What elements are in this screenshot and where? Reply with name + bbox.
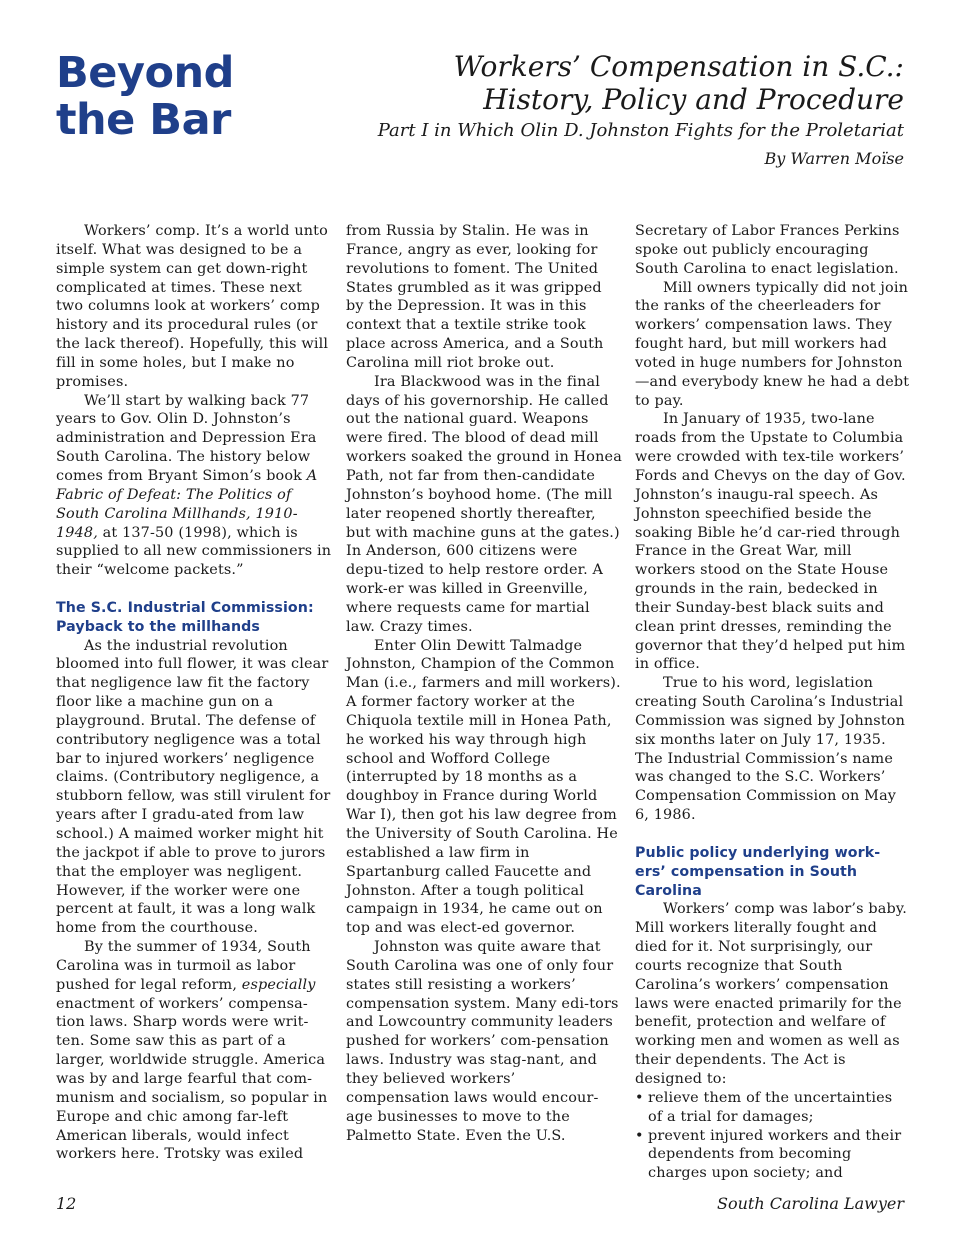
paragraph: Ira Blackwood was in the final days of his governorship. He called out the national guard. Weapons were fired. The blood of dead mill workers soaked the ground in Honea Path, not far from then-candidate Johnston’s boyhood home. (The mill later reopened shortly thereafter, but with machine guns at the gates.) In Anderson, 600 citizens were depu-tized to help restore order. A work-er was killed in Greenville, where requests came for martial law. Crazy times.	[346, 373, 622, 635]
text-run: enactment of workers’ compensa-tion laws. Sharp words were writ-ten. Some saw this as part of a larger, worldwide struggle. America was by and large fearful that com-munism and socialism, so popular in Europe and chic among far-left American liberals, would infect workers here. Trotsky was exiled	[56, 995, 328, 1163]
masthead-line-1: Beyond	[56, 48, 234, 98]
paragraph: Workers’ comp. It’s a world unto itself. What was designed to be a simple system can get down-right complicated at times. These next two columns look at workers’ comp history and its procedural rules (or the lack thereof). Hopefully, this will fill in some holes, but I make no promises.	[56, 223, 329, 390]
text-column-2	[346, 222, 622, 1145]
book-title: A Fabric of Defeat: The Politics of South Carolina Millhands, 1910-1948,	[56, 467, 318, 541]
article-subtitle: Part I in Which Olin D. Johnston Fights for the Proletariat	[377, 120, 904, 141]
paragraph: As the industrial revolution bloomed into full flower, it was clear that negligence law fit the factory floor like a machine gun on a playground. Brutal. The defense of contributory negligence was a total bar to injured workers’ negligence claims. (Contributory negligence, a stubborn fellow, was still virulent for years after I gradu-ated from law school.) A maimed worker might hit the jackpot if able to prove to jurors that the employer was negligent. However, if the worker were one percent at fault, it was a long walk home from the courthouse.	[56, 637, 331, 937]
text-run: By the summer of 1934, South Carolina was in turmoil as labor pushed for legal reform,	[56, 939, 311, 993]
paragraph: from Russia by Stalin. He was in France, angry as ever, looking for revolutions to foment. The United States grumbled as it was gripped by the Depression. It was in this context that a textile strike took place across America, and a South Carolina mill riot broke out.	[346, 223, 604, 371]
article-title-line-1: Workers’ Compensation in S.C.:	[453, 50, 904, 83]
section-heading: Public policy underlying work-ers’ compensation in South Carolina	[635, 844, 881, 899]
text-column-3	[635, 222, 911, 1183]
publication-name: South Carolina Lawyer	[717, 1194, 904, 1213]
text-run: We’ll start by walking back 77 years to Gov. Olin D. Johnston’s administration and Depression Era South Carolina. The history below comes from Bryant Simon’s book	[56, 392, 317, 484]
paragraph: Secretary of Labor Frances Perkins spoke out publicly encouraging South Carolina to enact legislation.	[635, 223, 900, 277]
article-header	[378, 50, 904, 172]
department-masthead	[56, 50, 234, 144]
text-column-1	[56, 222, 332, 1164]
paragraph	[56, 938, 332, 1164]
section-heading: The S.C. Industrial Commission: Payback to the millhands	[56, 599, 314, 635]
article-title-line-2: History, Policy and Procedure	[483, 83, 904, 116]
bullet-list	[635, 1089, 911, 1183]
article-byline: By Warren Moïse	[764, 149, 904, 168]
text-run: at 137-50 (1998), which is supplied to all new commissioners in their “welcome packets.”	[56, 524, 332, 579]
paragraph	[56, 392, 332, 580]
paragraph: Mill owners typically did not join the ranks of the cheerleaders for workers’ compensation laws. They fought hard, but mill workers had voted in huge numbers for Johnston—and everybody knew he had a debt to pay.	[635, 279, 910, 409]
paragraph: In January of 1935, two-lane roads from the Upstate to Columbia were crowded with tex-tile workers’ Fords and Chevys on the day of Gov. Johnston’s inaugu-ral speech. As Johnston speechified beside the soaking Bible he’d car-ried through France in the Great War, mill workers stood on the State House grounds in the rain, bedecked in their Sunday-best black suits and clean print dresses, reminding the governor that they’d helped put him in office.	[635, 411, 906, 673]
emphasis: especially	[241, 976, 316, 993]
page-number: 12	[56, 1194, 77, 1213]
list-item: • relieve them of the uncertainties of a trial for damages;	[635, 1089, 911, 1127]
paragraph: True to his word, legislation creating South Carolina’s Industrial Commission was signed by Johnston six months later on July 17, 1935. The Industrial Commission’s name was changed to the S.C. Workers’ Compensation Commission on May 6, 1986.	[635, 675, 906, 824]
paragraph: Johnston was quite aware that South Carolina was one of only four states still resisting a workers’ compensation system. Many edi-tors and Lowcountry community leaders pushed for workers’ com-pensation laws. Industry was stag-nant, and they believed workers’ compensation laws would encour-age businesses to move to the Palmetto State. Even the U.S.	[346, 939, 619, 1144]
paragraph: Enter Olin Dewitt Talmadge Johnston, Champion of the Common Man (i.e., farmers and mill workers). A former factory worker at the Chiquola textile mill in Honea Path, he worked his way through high school and Wofford College (interrupted by 18 months as a doughboy in France during World War I), then got his law degree from the University of South Carolina. He established a law firm in Spartanburg called Faucette and Johnston. After a tough political campaign in 1934, he came out on top and was elect-ed governor.	[346, 637, 621, 937]
paragraph: Workers’ comp was labor’s baby. Mill workers literally fought and died for it. Not surprisingly, our courts recognize that South Carolina’s workers’ compensation laws were enacted primarily for the benefit, protection and welfare of working men and women as well as their dependents. The Act is designed to:	[635, 901, 907, 1087]
masthead-line-2: the Bar	[56, 95, 231, 145]
list-item: • prevent injured workers and their dependents from becoming charges upon society; and	[635, 1127, 911, 1184]
